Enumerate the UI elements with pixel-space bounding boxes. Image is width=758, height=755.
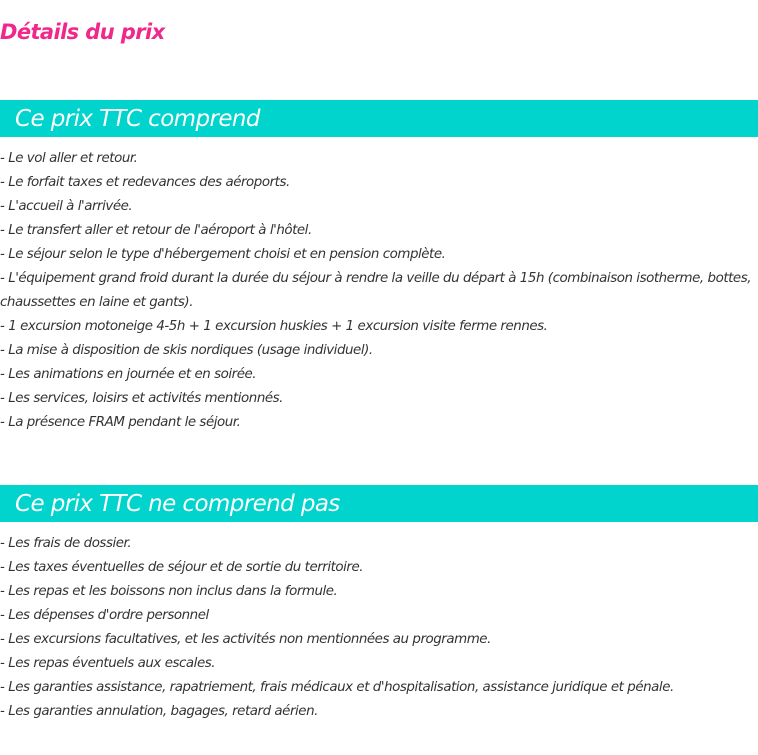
list-item: - Les excursions facultatives, et les activités non mentionnées au programme.: [0, 632, 491, 647]
included-list: [0, 147, 758, 435]
list-item: - L'accueil à l'arrivée.: [0, 199, 133, 214]
excluded-list: [0, 532, 758, 724]
list-item: - Les repas et les boissons non inclus dans la formule.: [0, 584, 338, 599]
list-item: - Les repas éventuels aux escales.: [0, 656, 216, 671]
page-title: Détails du prix: [0, 20, 165, 44]
list-item: - Le transfert aller et retour de l'aéroport à l'hôtel.: [0, 223, 312, 238]
list-item: - La mise à disposition de skis nordiques (usage individuel).: [0, 343, 373, 358]
list-item: - Les garanties assistance, rapatriement, frais médicaux et d'hospitalisation, assistance juridique et pénale.: [0, 680, 674, 695]
list-item: - L'équipement grand froid durant la durée du séjour à rendre la veille du départ à 15h (combinaison isotherme, bottes, chaussettes en laine et gants).: [0, 271, 752, 310]
section-header-included: [0, 100, 758, 137]
list-item: - Le séjour selon le type d'hébergement choisi et en pension complète.: [0, 247, 446, 262]
list-item: - Les dépenses d'ordre personnel: [0, 608, 209, 623]
section-heading-excluded: Ce prix TTC ne comprend pas: [15, 490, 340, 517]
list-item: - Les animations en journée et en soirée.: [0, 367, 257, 382]
list-item: - Les frais de dossier.: [0, 536, 132, 551]
list-item: - Les garanties annulation, bagages, retard aérien.: [0, 704, 318, 719]
list-item: - Le forfait taxes et redevances des aéroports.: [0, 175, 290, 190]
list-item: - Le vol aller et retour.: [0, 151, 138, 166]
section-heading-included: Ce prix TTC comprend: [15, 105, 260, 132]
list-item: - Les services, loisirs et activités mentionnés.: [0, 391, 283, 406]
list-item: - La présence FRAM pendant le séjour.: [0, 415, 241, 430]
list-item: - Les taxes éventuelles de séjour et de sortie du territoire.: [0, 560, 364, 575]
section-header-excluded: [0, 485, 758, 522]
list-item: - 1 excursion motoneige 4-5h + 1 excursion huskies + 1 excursion visite ferme rennes.: [0, 319, 548, 334]
